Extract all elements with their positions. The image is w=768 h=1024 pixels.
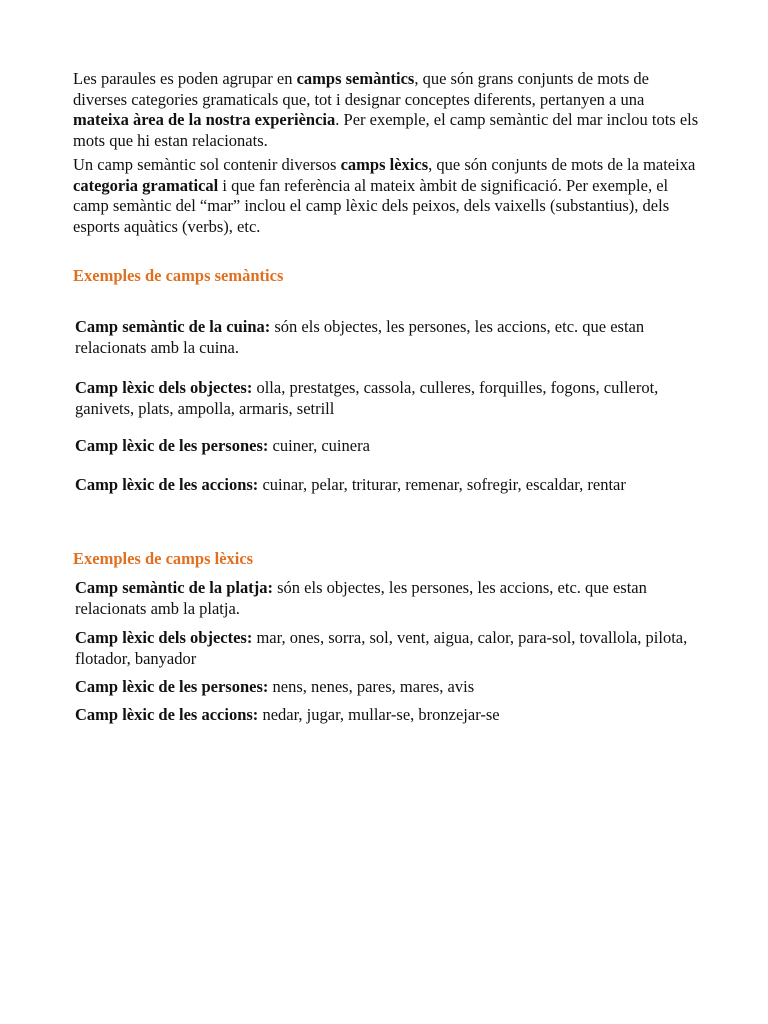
item-label: Camp lèxic dels objectes: [75,628,253,647]
item-text: són els objectes, les persones, les accions, etc. que estan relacionats amb la platja. [75,578,647,618]
item-label: Camp lèxic de les persones: [75,436,269,455]
bold-term: camps lèxics [340,155,429,174]
item-accions-platja [75,705,700,726]
text-run: Un camp semàntic sol contenir diversos [73,155,341,174]
item-text: cuinar, pelar, triturar, remenar, sofregir, escaldar, rentar [258,475,626,494]
bold-term: categoria gramatical [73,175,219,195]
item-text: cuiner, cuinera [268,436,370,455]
item-label: Camp lèxic de les accions: [75,475,259,494]
item-camp-semantic-cuina [75,317,700,358]
intro-paragraph-2 [73,155,703,237]
item-text: mar, ones, sorra, sol, vent, aigua, calor, para-sol, tovallola, pilota, flotador, banyador [75,628,688,668]
item-label: Camp lèxic de les persones: [75,677,269,696]
item-label: Camp semàntic de la cuina: [75,317,271,336]
bold-term: mateixa àrea de la nostra experiència [73,110,336,129]
section-heading-camps-semantics: Exemples de camps semàntics [73,266,284,285]
intro-text [73,69,703,237]
item-label: Camp lèxic de les accions: [75,705,259,724]
item-label: Camp lèxic dels objectes: [75,378,253,397]
intro-paragraph-1 [73,69,703,151]
item-text: olla, prestatges, cassola, culleres, forquilles, fogons, cullerot, ganivets, plats, ampolla, armaris, setrill [75,378,659,418]
item-objectes-cuina [75,378,700,419]
item-label: Camp semàntic de la platja: [75,578,273,597]
item-persones-cuina [75,436,700,457]
item-accions-cuina [75,475,700,496]
text-run: , que són conjunts de mots de la mateixa [428,155,696,174]
item-text: són els objectes, les persones, les accions, etc. que estan relacionats amb la cuina. [75,317,645,357]
item-text: nens, nenes, pares, mares, avis [268,677,475,696]
item-objectes-platja [75,628,700,669]
item-camp-semantic-platja [75,578,700,619]
section-heading-camps-lexics: Exemples de camps lèxics [73,549,254,568]
item-persones-platja [75,677,700,698]
text-run: . Per exemple, el camp semàntic del mar inclou tots els mots que hi estan relacionats. [73,110,699,150]
text-run: , que són grans conjunts de mots de diverses categories gramaticals que, tot i designar conceptes diferents, pertanyen a una [73,69,649,109]
text-run: i que fan referència al mateix àmbit de significació. Per exemple, el camp semàntic del “mar” inclou el camp lèxic dels peixos, dels vaixells (substantius), dels esports aquàtics (verbs), etc. [73,175,670,236]
text-run: Les paraules es poden agrupar en [73,69,297,88]
bold-term: camps semàntics [296,69,415,88]
item-text: nedar, jugar, mullar-se, bronzejar-se [258,705,500,724]
